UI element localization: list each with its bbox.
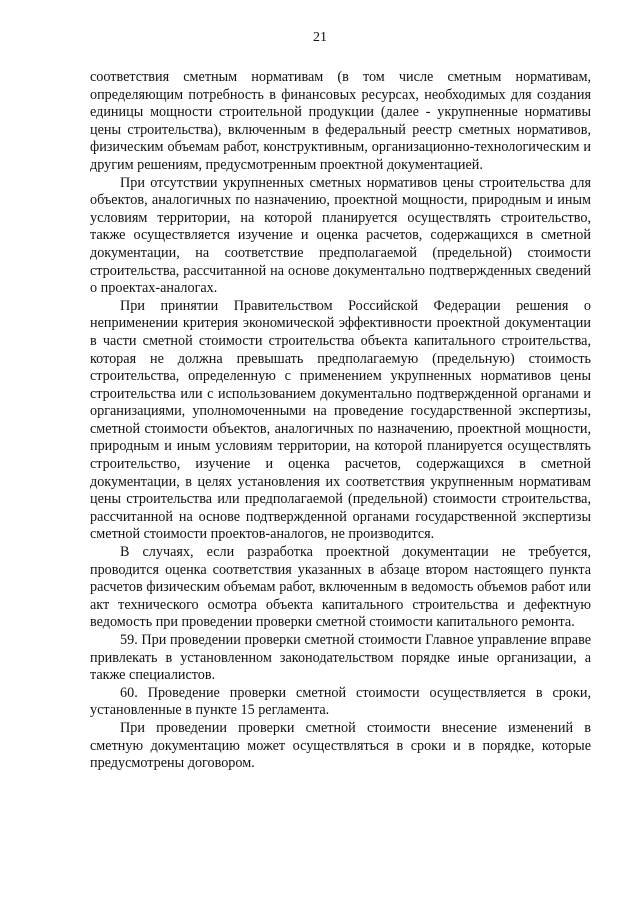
paragraph-no-project-docs: В случаях, если разработка проектной документации не требуется, проводится оценка соответствия указанных в абзаце втором настоящего пункта расчетов физическим объемам работ, включенным в ведомость объемов работ или акт технического осмотра объекта капитального строительства и дефектную ведомость при проведении проверки сметной стоимости капитального ремонта. — [90, 544, 591, 631]
paragraph-changes: При проведении проверки сметной стоимости внесение изменений в сметную документацию может осуществляться в сроки и в порядке, которые предусмотрены договором. — [90, 719, 591, 772]
paragraph-item-59: 59. При проведении проверки сметной стоимости Главное управление вправе привлекать в установленном законодательством порядке иные организации, а также специалистов. — [90, 632, 591, 684]
page-number: 21 — [313, 30, 327, 45]
paragraph-continuation: соответствия сметным нормативам (в том числе сметным нормативам, определяющим потребность в финансовых ресурсах, необходимых для создания единицы мощности строительной продукции (далее - укрупненные нормативы цены строительства), включенным в федеральный реестр сметных нормативов, физическим объемам работ, конструктивным, организационно-технологическим и другим решениям, предусмотренным проектной документацией. — [90, 69, 591, 173]
paragraph-government-decision: При принятии Правительством Российской Федерации решения о неприменении критерия экономической эффективности проектной документации в части сметной стоимости строительства объекта капитального строительства, которая не должна превышать предполагаемую (предельную) стоимость строительства, определенную с применением укрупненных нормативов цены строительства или с использованием документально подтвержденной органами и организациями, уполномоченными на проведение государственной экспертизы, сметной стоимости объектов, аналогичных по назначению, проектной мощности, природным и иным условиям территории, на которой планируется осуществлять строительство, изучение и оценка расчетов, содержащихся в сметной документации, в целях установления их соответствия укрупненным нормативам цены строительства или предполагаемой (предельной) стоимости строительства, рассчитанной на основе подтвержденной органами государственной экспертизы сметной стоимости проектов-аналогов, не производится. — [90, 297, 591, 543]
document-body — [90, 69, 591, 773]
paragraph-no-aggregated-norms: При отсутствии укрупненных сметных нормативов цены строительства для объектов, аналогичных по назначению, проектной мощности, природным и иным условиям территории, на которой планируется осуществлять строительство, также осуществляется изучение и оценка расчетов, содержащихся в сметной документации, на соответствие предполагаемой (предельной) стоимости строительства, рассчитанной на основе документально подтвержденных сведений о проектах-аналогах. — [90, 174, 591, 297]
paragraph-item-60: 60. Проведение проверки сметной стоимости осуществляется в сроки, установленные в пункте 15 регламента. — [90, 684, 591, 719]
